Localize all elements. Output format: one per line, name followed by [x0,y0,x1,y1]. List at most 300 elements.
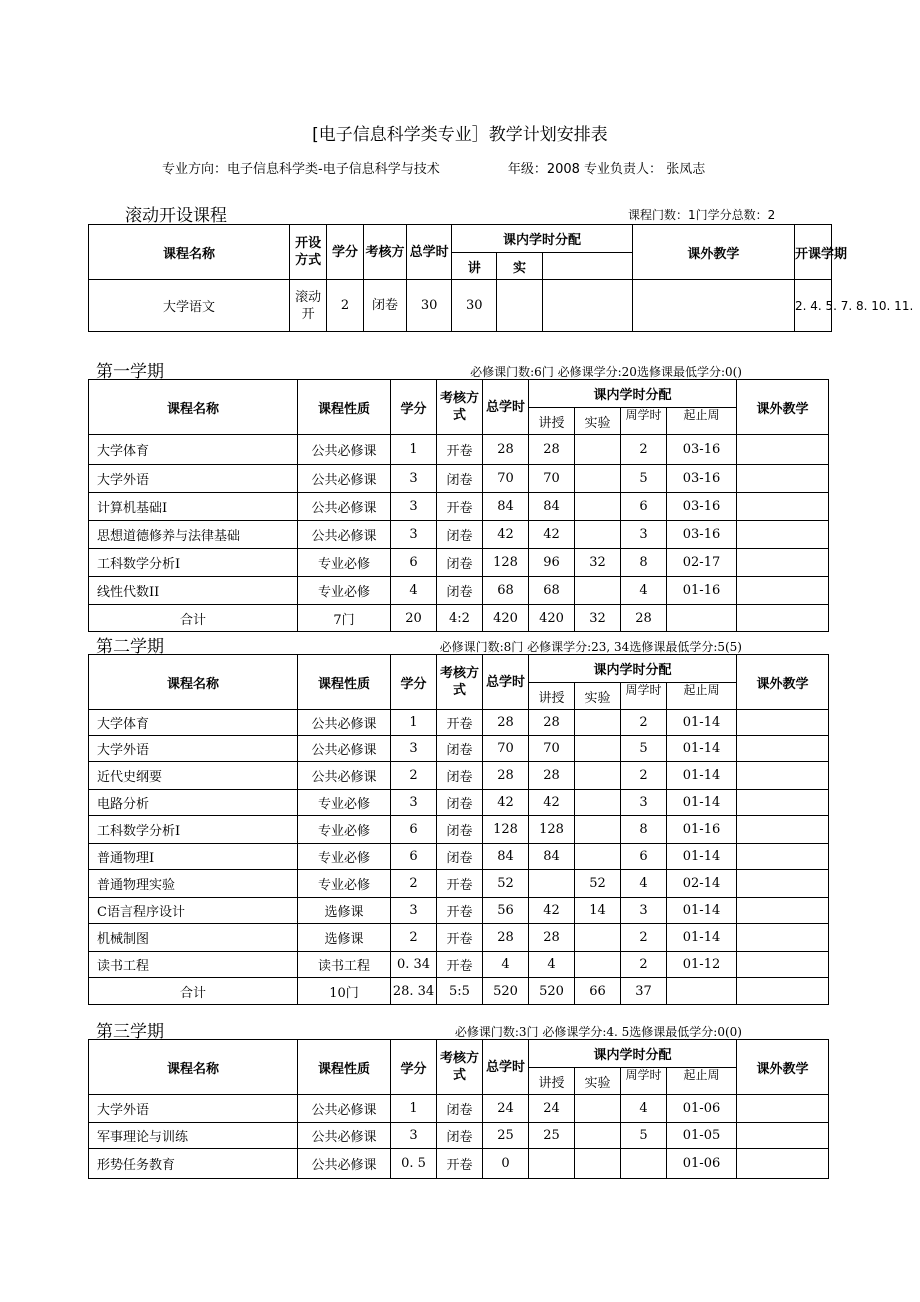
cell-extra [737,577,829,605]
cell-total: 520 [483,978,529,1005]
cell-total: 128 [483,816,529,844]
rolling-col-name: 课程名称 [89,225,290,280]
table-row [89,1095,829,1123]
cell-type: 公共必修课 [298,465,391,493]
cell-lecture: 84 [529,493,575,521]
cell-lecture: 25 [529,1123,575,1149]
cell-weekly: 5 [621,736,667,762]
cell-range: 01-14 [667,762,737,790]
cell-credit: 28. 34 [391,978,437,1005]
col-header-lecture: 讲授 [529,683,575,710]
rolling-cell-total: 30 [407,280,452,332]
cell-credit: 6 [391,549,437,577]
cell-total: 42 [483,790,529,816]
cell-exam: 闭卷 [437,577,483,605]
cell-exam: 闭卷 [437,736,483,762]
page-title: [电子信息科学类专业］教学计划安排表 [312,125,608,145]
cell-exam: 开卷 [437,493,483,521]
cell-total: 70 [483,736,529,762]
cell-lab [575,493,621,521]
col-header-type: 课程性质 [298,380,391,435]
rolling-cell-exam: 闭卷 [364,280,407,332]
table-row [89,870,829,898]
table-row [89,736,829,762]
semester-summary: 必修课门数:6门 必修课学分:20选修课最低学分:0() [470,365,742,379]
cell-credit: 3 [391,736,437,762]
cell-type: 专业必修 [298,870,391,898]
col-header-lab: 实验 [575,683,621,710]
table-row [89,924,829,952]
cell-type: 选修课 [298,898,391,924]
cell-lab: 32 [575,549,621,577]
cell-extra [737,898,829,924]
rolling-col-total: 总学时 [407,225,452,280]
total-row [89,978,829,1005]
table-row [89,280,832,332]
cell-extra [737,952,829,978]
cell-total: 84 [483,493,529,521]
semester-summary: 必修课门数:8门 必修课学分:23, 34选修课最低学分:5(5) [439,640,742,654]
cell-lecture: 42 [529,790,575,816]
major-direction: 专业方向：电子信息科学类-电子信息科学与技术 [162,162,440,177]
cell-type: 读书工程 [298,952,391,978]
cell-credit: 6 [391,816,437,844]
cell-range: 01-14 [667,924,737,952]
table-row [89,898,829,924]
rolling-heading: 滚动开设课程 [125,206,227,226]
cell-type: 专业必修 [298,790,391,816]
col-header-lab: 实验 [575,1068,621,1095]
col-header-credit: 学分 [391,1040,437,1095]
cell-type: 公共必修课 [298,1123,391,1149]
rolling-cell-term: 2. 4. 5. 7. 8. 10. 11. [794,280,831,332]
table-row [89,952,829,978]
cell-credit: 0. 34 [391,952,437,978]
cell-exam: 闭卷 [437,549,483,577]
cell-exam: 开卷 [437,435,483,465]
cell-range: 01-14 [667,736,737,762]
cell-total: 68 [483,577,529,605]
cell-extra [737,736,829,762]
cell-total: 28 [483,710,529,736]
cell-credit: 3 [391,465,437,493]
rolling-cell-credit: 2 [327,280,364,332]
col-header-credit: 学分 [391,655,437,710]
cell-weekly: 4 [621,870,667,898]
cell-total: 28 [483,435,529,465]
cell-credit: 3 [391,790,437,816]
cell-type: 公共必修课 [298,1149,391,1179]
semester-table [88,1039,829,1179]
cell-name: C语言程序设计 [89,898,298,924]
cell-lab: 66 [575,978,621,1005]
cell-total: 420 [483,605,529,632]
col-header-inner: 课内学时分配 [529,380,737,408]
rolling-cell-blank [542,280,632,332]
cell-weekly: 5 [621,1123,667,1149]
col-header-range: 起止周 [667,683,737,710]
cell-name: 思想道德修养与法律基础 [89,521,298,549]
cell-credit: 6 [391,844,437,870]
cell-lab [575,790,621,816]
cell-extra [737,605,829,632]
cell-name: 普通物理I [89,844,298,870]
cell-weekly: 2 [621,924,667,952]
cell-exam: 开卷 [437,898,483,924]
cell-weekly: 28 [621,605,667,632]
cell-lecture: 96 [529,549,575,577]
col-header-name: 课程名称 [89,655,298,710]
table-row [89,844,829,870]
cell-weekly: 3 [621,790,667,816]
cell-exam: 闭卷 [437,762,483,790]
cell-name: 大学体育 [89,710,298,736]
cell-lecture: 28 [529,924,575,952]
semester-table [88,654,829,1005]
cell-extra [737,978,829,1005]
col-header-lecture: 讲授 [529,1068,575,1095]
rolling-col-lab: 实 [497,253,542,280]
cell-extra [737,816,829,844]
col-header-weekly: 周学时 [621,683,667,710]
cell-type: 公共必修课 [298,710,391,736]
col-header-name: 课程名称 [89,1040,298,1095]
table-row [89,762,829,790]
cell-type: 专业必修 [298,844,391,870]
cell-lecture: 42 [529,521,575,549]
cell-total: 52 [483,870,529,898]
cell-name: 军事理论与训练 [89,1123,298,1149]
cell-type: 专业必修 [298,549,391,577]
cell-lab [575,1095,621,1123]
cell-extra [737,844,829,870]
cell-weekly: 6 [621,493,667,521]
cell-lecture: 28 [529,762,575,790]
cell-lecture: 70 [529,465,575,493]
cell-name: 线性代数II [89,577,298,605]
table-row [89,493,829,521]
cell-weekly: 2 [621,952,667,978]
cell-type: 选修课 [298,924,391,952]
cell-extra [737,710,829,736]
cell-extra [737,762,829,790]
cell-type: 公共必修课 [298,435,391,465]
cell-name: 合计 [89,978,298,1005]
col-header-type: 课程性质 [298,1040,391,1095]
cell-weekly: 2 [621,435,667,465]
col-header-weekly: 周学时 [621,1068,667,1095]
cell-total: 128 [483,549,529,577]
col-header-exam: 考核方式 [437,1040,483,1095]
cell-type: 公共必修课 [298,736,391,762]
cell-weekly: 4 [621,1095,667,1123]
cell-name: 电路分析 [89,790,298,816]
cell-lecture: 24 [529,1095,575,1123]
table-row [89,790,829,816]
table-row [89,435,829,465]
cell-credit: 2 [391,762,437,790]
cell-name: 合计 [89,605,298,632]
cell-extra [737,1095,829,1123]
col-header-lecture: 讲授 [529,408,575,435]
grade-and-supervisor: 年级：2008 专业负责人： 张凤志 [507,162,706,177]
rolling-col-inner: 课内学时分配 [452,225,633,253]
cell-exam: 开卷 [437,924,483,952]
cell-type: 公共必修课 [298,493,391,521]
semester-heading: 第三学期 [96,1022,164,1042]
cell-credit: 3 [391,521,437,549]
cell-type: 公共必修课 [298,521,391,549]
table-row [89,549,829,577]
cell-lab [575,435,621,465]
cell-exam: 闭卷 [437,844,483,870]
cell-name: 普通物理实验 [89,870,298,898]
cell-extra [737,493,829,521]
cell-exam: 开卷 [437,710,483,736]
cell-credit: 1 [391,710,437,736]
semester-heading: 第二学期 [96,637,164,657]
cell-exam: 闭卷 [437,790,483,816]
cell-exam: 4:2 [437,605,483,632]
cell-exam: 闭卷 [437,816,483,844]
rolling-cell-name: 大学语文 [89,280,290,332]
col-header-range: 起止周 [667,1068,737,1095]
cell-total: 42 [483,521,529,549]
col-header-total: 总学时 [483,655,529,710]
cell-extra [737,435,829,465]
cell-range: 03-16 [667,435,737,465]
cell-range: 01-06 [667,1149,737,1179]
cell-exam: 闭卷 [437,465,483,493]
cell-lecture: 4 [529,952,575,978]
cell-name: 工科数学分析I [89,549,298,577]
col-header-total: 总学时 [483,1040,529,1095]
rolling-summary: 课程门数：1门学分总数：2 [628,208,776,222]
cell-lecture [529,870,575,898]
rolling-cell-lecture: 30 [452,280,497,332]
cell-credit: 4 [391,577,437,605]
semester-heading: 第一学期 [96,362,164,382]
rolling-cell-extra [632,280,794,332]
table-row [89,816,829,844]
cell-credit: 3 [391,493,437,521]
cell-exam: 开卷 [437,870,483,898]
cell-name: 形势任务教育 [89,1149,298,1179]
cell-extra [737,870,829,898]
cell-credit: 1 [391,1095,437,1123]
cell-exam: 开卷 [437,1149,483,1179]
cell-range: 01-06 [667,1095,737,1123]
cell-lecture: 42 [529,898,575,924]
cell-lab [575,465,621,493]
cell-name: 大学外语 [89,465,298,493]
cell-lab [575,762,621,790]
cell-lab [575,816,621,844]
cell-exam: 闭卷 [437,1123,483,1149]
cell-weekly: 2 [621,762,667,790]
cell-range [667,605,737,632]
cell-type: 10门 [298,978,391,1005]
doc-meta [162,158,705,177]
col-header-exam: 考核方式 [437,655,483,710]
cell-range [667,978,737,1005]
cell-lab [575,844,621,870]
cell-total: 28 [483,924,529,952]
cell-lab: 32 [575,605,621,632]
cell-range: 01-14 [667,790,737,816]
cell-total: 84 [483,844,529,870]
cell-credit: 20 [391,605,437,632]
cell-type: 专业必修 [298,577,391,605]
cell-lecture: 28 [529,710,575,736]
cell-weekly: 8 [621,816,667,844]
cell-lab [575,521,621,549]
cell-total: 24 [483,1095,529,1123]
cell-lab [575,577,621,605]
cell-weekly: 8 [621,549,667,577]
cell-name: 近代史纲要 [89,762,298,790]
cell-credit: 0. 5 [391,1149,437,1179]
cell-credit: 2 [391,870,437,898]
cell-weekly: 6 [621,844,667,870]
cell-range: 01-05 [667,1123,737,1149]
col-header-lab: 实验 [575,408,621,435]
cell-total: 70 [483,465,529,493]
cell-range: 02-14 [667,870,737,898]
col-header-inner: 课内学时分配 [529,655,737,683]
cell-lab [575,1149,621,1179]
cell-lab [575,1123,621,1149]
cell-lecture [529,1149,575,1179]
cell-range: 01-14 [667,710,737,736]
cell-lab: 14 [575,898,621,924]
cell-weekly: 4 [621,577,667,605]
col-header-range: 起止周 [667,408,737,435]
cell-range: 02-17 [667,549,737,577]
col-header-extra: 课外教学 [737,655,829,710]
col-header-credit: 学分 [391,380,437,435]
cell-credit: 3 [391,1123,437,1149]
cell-name: 工科数学分析I [89,816,298,844]
cell-lecture: 28 [529,435,575,465]
rolling-col-lecture: 讲 [452,253,497,280]
cell-extra [737,465,829,493]
rolling-cell-mode: 滚动开 [290,280,327,332]
cell-lecture: 70 [529,736,575,762]
cell-lecture: 68 [529,577,575,605]
cell-range: 01-16 [667,816,737,844]
cell-weekly [621,1149,667,1179]
col-header-total: 总学时 [483,380,529,435]
semester-summary: 必修课门数:3门 必修课学分:4. 5选修课最低学分:0(0) [454,1025,742,1039]
rolling-col-exam: 考核方 [364,225,407,280]
cell-name: 大学体育 [89,435,298,465]
cell-range: 03-16 [667,465,737,493]
cell-total: 56 [483,898,529,924]
cell-type: 公共必修课 [298,762,391,790]
cell-range: 01-16 [667,577,737,605]
rolling-col-credit: 学分 [327,225,364,280]
col-header-extra: 课外教学 [737,1040,829,1095]
cell-range: 03-16 [667,521,737,549]
semester-table [88,379,829,632]
rolling-col-term: 开课学期 [794,225,831,280]
cell-lab [575,710,621,736]
cell-name: 计算机基础I [89,493,298,521]
col-header-type: 课程性质 [298,655,391,710]
table-row [89,577,829,605]
cell-extra [737,1123,829,1149]
cell-lecture: 420 [529,605,575,632]
col-header-extra: 课外教学 [737,380,829,435]
col-header-weekly: 周学时 [621,408,667,435]
cell-lecture: 84 [529,844,575,870]
cell-lab [575,924,621,952]
rolling-cell-lab [497,280,542,332]
cell-type: 7门 [298,605,391,632]
table-row [89,710,829,736]
cell-weekly: 3 [621,521,667,549]
cell-extra [737,549,829,577]
cell-extra [737,790,829,816]
rolling-table [88,224,914,332]
cell-weekly: 2 [621,710,667,736]
cell-lab [575,736,621,762]
cell-name: 读书工程 [89,952,298,978]
col-header-inner: 课内学时分配 [529,1040,737,1068]
cell-range: 03-16 [667,493,737,521]
cell-range: 01-12 [667,952,737,978]
cell-credit: 1 [391,435,437,465]
table-row [89,465,829,493]
cell-name: 大学外语 [89,736,298,762]
table-row [89,1149,829,1179]
cell-credit: 3 [391,898,437,924]
cell-extra [737,521,829,549]
col-header-name: 课程名称 [89,380,298,435]
cell-exam: 开卷 [437,952,483,978]
cell-type: 专业必修 [298,816,391,844]
total-row [89,605,829,632]
cell-weekly: 37 [621,978,667,1005]
cell-lab: 52 [575,870,621,898]
col-header-exam: 考核方式 [437,380,483,435]
cell-weekly: 3 [621,898,667,924]
cell-lecture: 128 [529,816,575,844]
cell-type: 公共必修课 [298,1095,391,1123]
cell-total: 28 [483,762,529,790]
cell-extra [737,924,829,952]
cell-extra [737,1149,829,1179]
cell-lecture: 520 [529,978,575,1005]
cell-lab [575,952,621,978]
table-row [89,1123,829,1149]
cell-exam: 闭卷 [437,1095,483,1123]
cell-exam: 闭卷 [437,521,483,549]
rolling-col-mode: 开设方式 [290,225,327,280]
cell-name: 机械制图 [89,924,298,952]
cell-name: 大学外语 [89,1095,298,1123]
rolling-col-blank [542,253,632,280]
cell-total: 25 [483,1123,529,1149]
cell-exam: 5:5 [437,978,483,1005]
cell-credit: 2 [391,924,437,952]
cell-weekly: 5 [621,465,667,493]
cell-range: 01-14 [667,844,737,870]
cell-total: 0 [483,1149,529,1179]
cell-total: 4 [483,952,529,978]
table-row [89,521,829,549]
